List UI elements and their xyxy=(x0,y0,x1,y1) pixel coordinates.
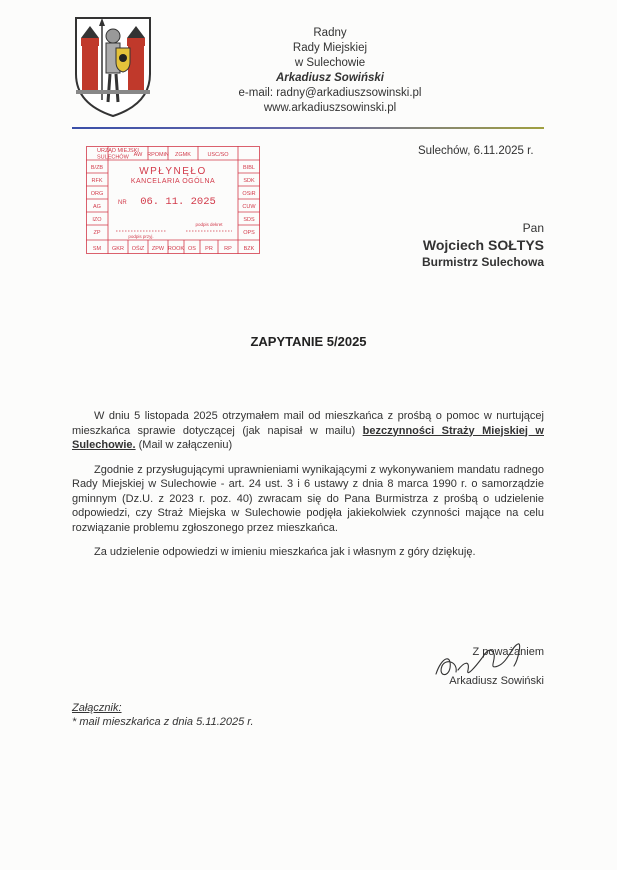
stamp-right-cell: SDS xyxy=(243,217,255,223)
recipient-salutation: Pan xyxy=(522,221,544,235)
stamp-bottom-cell: PR xyxy=(205,246,213,252)
body-p1-emphasis: bezczynności Straży Miejskiej w Sulechowie. xyxy=(72,424,544,451)
stamp-left-cell: ORG xyxy=(90,191,104,197)
attachment-item: * mail mieszkańca z dnia 5.11.2025 r. xyxy=(72,716,254,728)
sender-header xyxy=(220,26,440,116)
document-title: ZAPYTANIE 5/2025 xyxy=(250,334,367,349)
attachments-label: Załącznik: xyxy=(72,702,122,714)
stamp-left-cell: IZO xyxy=(92,217,102,223)
stamp-top-cell: USC/SO xyxy=(207,152,229,158)
stamp-office-city: SULECHÓW xyxy=(97,154,129,161)
body-paragraph-3: Za udzielenie odpowiedzi w imieniu mieszkańca jak i własnym z góry dziękuję. xyxy=(94,546,476,558)
reception-stamp-graphic xyxy=(86,146,260,254)
header-city: w Sulechowie xyxy=(294,57,366,69)
sender-name: Arkadiusz Sowiński xyxy=(275,72,384,84)
stamp-top-cell: RPOMiN xyxy=(147,152,169,158)
recipient-block xyxy=(380,221,544,269)
header-divider xyxy=(72,127,544,129)
stamp-right-cell: OSiR xyxy=(242,191,256,197)
stamp-right-cell: CUW xyxy=(242,204,256,210)
closing-regards: Z poważaniem xyxy=(472,646,544,658)
stamp-right-cell: BZK xyxy=(243,246,255,252)
body-p1-after: (Mail w załączeniu) xyxy=(135,439,233,451)
stamp-sig-decree: podpis dekret xyxy=(195,222,223,227)
attachments xyxy=(72,702,254,728)
stamp-bottom-cell: RP xyxy=(224,246,232,252)
stamp-received: WPŁYNĘŁO xyxy=(139,166,207,177)
stamp-right-cell: OPS xyxy=(243,230,255,236)
signature-name: Arkadiusz Sowiński xyxy=(449,675,544,687)
stamp-received-date: 06. 11. 2025 xyxy=(140,196,216,208)
body-paragraph-1 xyxy=(72,409,544,453)
stamp-nr-label: NR xyxy=(118,200,127,206)
stamp-left-cell: ZP xyxy=(93,230,101,236)
body-paragraph-2: Zgodnie z przysługującymi uprawnieniami wynikającymi z wykonywaniem mandatu radnego Rady Miejskiej w Sulechowie - art. 24 ust. 3 i 6 ustawy z dnia 8 marca 1990 r. o samorządzie gminnym (Dz.U. z 2023 r. poz. 40) zwracam się do Pana Burmistrza z prośbą o udzielenie odpowiedzi, czy Straż Miejska w Sulechowie podjęła jakiekolwiek czynności mające na celu rozwiązanie problemu zgłoszonego przez mieszkańca. xyxy=(72,463,544,534)
reception-stamp xyxy=(86,146,260,254)
stamp-top-cell: AW xyxy=(133,152,143,158)
header-title: Radny xyxy=(313,27,347,39)
stamp-left-cell: RFK xyxy=(91,178,103,184)
sender-website[interactable]: www.arkadiuszsowinski.pl xyxy=(263,102,397,114)
stamp-bottom-cell: OŚiZ xyxy=(131,246,145,252)
stamp-department: KANCELARIA OGÓLNA xyxy=(130,178,216,185)
stamp-right-cell: BIBL xyxy=(243,165,255,171)
stamp-left-cell: SM xyxy=(92,246,102,252)
letter-date: Sulechów, 6.11.2025 r. xyxy=(418,145,534,157)
stamp-bottom-cell: ZPW xyxy=(151,246,165,252)
header-council: Rady Miejskiej xyxy=(292,42,368,54)
body-p1-text: W dniu 5 listopada 2025 otrzymałem mail od mieszkańca z prośbą o pomoc w nurtującej mieszkańca sprawie dotyczącej (jak napisał w mailu) xyxy=(72,410,544,437)
stamp-top-cell: ZGMK xyxy=(175,152,191,158)
stamp-sig-received: podpis przyj. xyxy=(128,234,154,239)
letter-body xyxy=(72,409,544,570)
stamp-bottom-cell: OS xyxy=(188,246,196,252)
stamp-left-cell: AG xyxy=(93,204,101,210)
stamp-left-cell: B/ZB xyxy=(90,165,104,171)
recipient-name: Wojciech SOŁTYS xyxy=(422,237,544,253)
stamp-bottom-cell: ROOK xyxy=(167,246,185,252)
stamp-office: URZĄD MIEJSKI xyxy=(97,148,139,154)
coat-of-arms-icon xyxy=(72,14,154,118)
sender-email[interactable]: e-mail: radny@arkadiuszsowinski.pl xyxy=(238,87,422,99)
stamp-right-cell: SDK xyxy=(243,178,255,184)
stamp-bottom-cell: GKR xyxy=(112,246,124,252)
recipient-role: Burmistrz Sulechowa xyxy=(421,255,544,269)
